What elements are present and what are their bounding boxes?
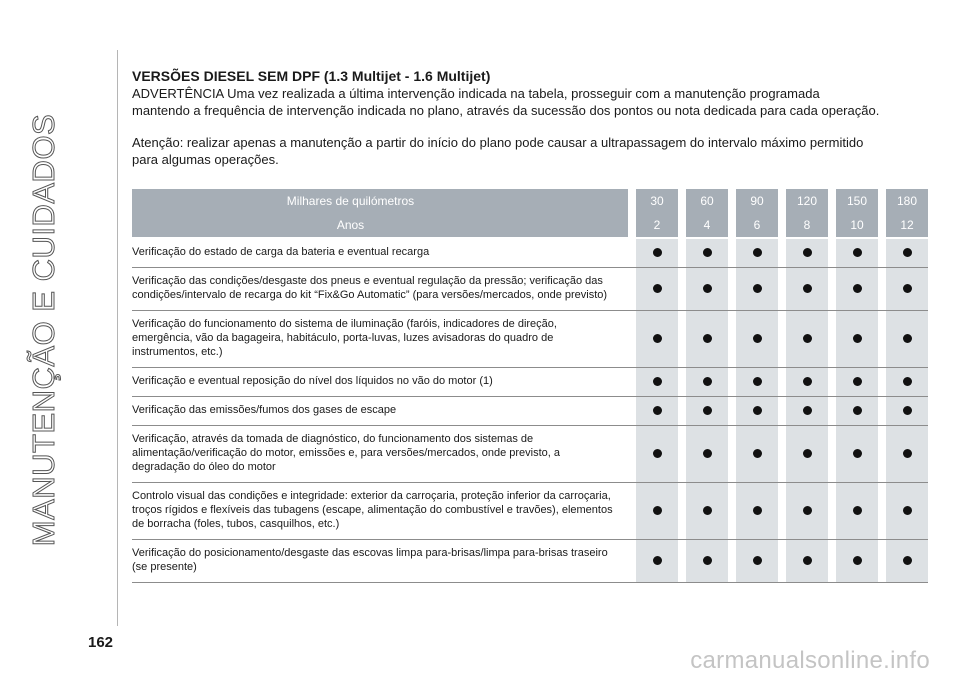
interval-cell	[636, 540, 678, 583]
interval-cell	[786, 397, 828, 426]
table-body	[132, 238, 928, 583]
bullet-icon	[903, 556, 912, 565]
interval-cell	[786, 483, 828, 540]
bullet-icon	[653, 248, 662, 257]
bullet-icon	[803, 449, 812, 458]
interval-cell	[886, 311, 928, 368]
interval-cell	[736, 483, 778, 540]
section-title: VERSÕES DIESEL SEM DPF (1.3 Multijet - 1.6 Multijet)	[132, 68, 491, 84]
table-row	[132, 368, 928, 397]
interval-cell	[686, 268, 728, 311]
header-cell-years: 4	[686, 213, 728, 238]
header-cell-miles: 120	[786, 189, 828, 213]
header-cell-miles: 150	[836, 189, 878, 213]
interval-cell	[886, 540, 928, 583]
interval-cell	[786, 238, 828, 268]
bullet-icon	[803, 556, 812, 565]
bullet-icon	[703, 248, 712, 257]
interval-cell	[686, 397, 728, 426]
bullet-icon	[753, 334, 762, 343]
interval-cell	[636, 368, 678, 397]
bullet-icon	[803, 334, 812, 343]
interval-cell	[686, 311, 728, 368]
interval-cell	[886, 426, 928, 483]
watermark: carmanualsonline.info	[690, 647, 930, 674]
bullet-icon	[653, 377, 662, 386]
interval-cell	[836, 368, 878, 397]
table-row	[132, 268, 928, 311]
bullet-icon	[753, 556, 762, 565]
interval-cell	[836, 311, 878, 368]
bullet-icon	[903, 406, 912, 415]
header-cell-miles: 180	[886, 189, 928, 213]
bullet-icon	[903, 248, 912, 257]
interval-cell	[886, 397, 928, 426]
interval-cell	[836, 483, 878, 540]
header-cell-miles: 30	[636, 189, 678, 213]
header-cell-years: 12	[886, 213, 928, 238]
operation-description: Verificação do posicionamento/desgaste das escovas limpa para-brisas/limpa para-brisas traseiro (se presente)	[132, 540, 628, 583]
interval-cell	[786, 268, 828, 311]
interval-cell	[886, 268, 928, 311]
sidebar-divider	[117, 50, 118, 626]
interval-cell	[836, 397, 878, 426]
bullet-icon	[853, 506, 862, 515]
table-row	[132, 426, 928, 483]
bullet-icon	[853, 449, 862, 458]
main-content	[132, 68, 918, 583]
interval-cell	[836, 268, 878, 311]
interval-cell	[686, 368, 728, 397]
bullet-icon	[803, 377, 812, 386]
bullet-icon	[653, 556, 662, 565]
interval-cell	[636, 311, 678, 368]
bullet-icon	[803, 284, 812, 293]
bullet-icon	[653, 406, 662, 415]
bullet-icon	[903, 284, 912, 293]
interval-cell	[786, 311, 828, 368]
bullet-icon	[903, 377, 912, 386]
bullet-icon	[753, 406, 762, 415]
operation-description: Verificação do funcionamento do sistema de iluminação (faróis, indicadores de direção, emergência, vão da bagageira, habitáculo, porta-luvas, luzes avisadoras do quadro de instrumentos, etc.)	[132, 311, 628, 368]
bullet-icon	[853, 284, 862, 293]
bullet-icon	[903, 449, 912, 458]
header-cell-years: 8	[786, 213, 828, 238]
bullet-icon	[703, 377, 712, 386]
header-cell-years: 10	[836, 213, 878, 238]
bullet-icon	[653, 334, 662, 343]
interval-cell	[736, 397, 778, 426]
interval-cell	[836, 540, 878, 583]
operation-description: Verificação das condições/desgaste dos pneus e eventual regulação da pressão; verificação das condições/intervalo de recarga do kit “Fix&Go Automatic” (para versões/mercados, onde previsto)	[132, 268, 628, 311]
table-row	[132, 540, 928, 583]
interval-cell	[686, 483, 728, 540]
interval-cell	[886, 483, 928, 540]
bullet-icon	[753, 506, 762, 515]
bullet-icon	[703, 449, 712, 458]
header-cell-miles: 60	[686, 189, 728, 213]
header-miles-label: Milhares de quilómetros	[132, 189, 628, 213]
operation-description: Verificação das emissões/fumos dos gases de escape	[132, 397, 628, 426]
table-row	[132, 483, 928, 540]
interval-cell	[886, 238, 928, 268]
bullet-icon	[753, 449, 762, 458]
maintenance-plan-table	[132, 189, 928, 583]
header-row-years	[132, 213, 928, 238]
bullet-icon	[853, 248, 862, 257]
interval-cell	[636, 238, 678, 268]
operation-description: Verificação, através da tomada de diagnóstico, do funcionamento dos sistemas de alimentação/verificação do motor, emissões e, para versões/mercados, onde previsto, a degradação do óleo do motor	[132, 426, 628, 483]
bullet-icon	[653, 506, 662, 515]
page-number: 162	[88, 634, 114, 651]
interval-cell	[686, 426, 728, 483]
operation-description: Verificação e eventual reposição do nível dos líquidos no vão do motor (1)	[132, 368, 628, 397]
bullet-icon	[803, 248, 812, 257]
interval-cell	[636, 268, 678, 311]
interval-cell	[736, 426, 778, 483]
table-row	[132, 238, 928, 268]
bullet-icon	[853, 406, 862, 415]
bullet-icon	[703, 506, 712, 515]
interval-cell	[736, 368, 778, 397]
interval-cell	[786, 426, 828, 483]
header-years-label: Anos	[132, 213, 628, 238]
bullet-icon	[853, 556, 862, 565]
header-cell-years: 2	[636, 213, 678, 238]
bullet-icon	[703, 556, 712, 565]
bullet-icon	[753, 284, 762, 293]
interval-cell	[636, 483, 678, 540]
interval-cell	[836, 238, 878, 268]
interval-cell	[636, 426, 678, 483]
operation-description: Controlo visual das condições e integridade: exterior da carroçaria, proteção inferior da carroçaria, troços rígidos e flexíveis das tubagens (escape, alimentação do combustível e travões), elementos de borracha (foles, tubos, casquilhos, etc.)	[132, 483, 628, 540]
bullet-icon	[853, 377, 862, 386]
warning-paragraph: ADVERTÊNCIA Uma vez realizada a última intervenção indicada na tabela, prosseguir com a manutenção programada mantendo a frequência de intervenção indicada no plano, através da sucessão dos pontos ou nota dedicada para cada operação.	[132, 86, 880, 118]
bullet-icon	[703, 406, 712, 415]
operation-description: Verificação do estado de carga da bateria e eventual recarga	[132, 238, 628, 268]
interval-cell	[786, 368, 828, 397]
attention-paragraph: Atenção: realizar apenas a manutenção a partir do início do plano pode causar a ultrapassagem do intervalo máximo permitido para algumas operações.	[132, 135, 864, 167]
bullet-icon	[903, 506, 912, 515]
header-cell-years: 6	[736, 213, 778, 238]
interval-cell	[686, 540, 728, 583]
interval-cell	[836, 426, 878, 483]
bullet-icon	[803, 406, 812, 415]
bullet-icon	[653, 284, 662, 293]
interval-cell	[786, 540, 828, 583]
bullet-icon	[653, 449, 662, 458]
bullet-icon	[903, 334, 912, 343]
bullet-icon	[703, 334, 712, 343]
interval-cell	[736, 268, 778, 311]
header-cell-miles: 90	[736, 189, 778, 213]
interval-cell	[686, 238, 728, 268]
chapter-title-vertical: MANUTENÇÃO E CUIDADOS	[26, 113, 61, 547]
interval-cell	[886, 368, 928, 397]
bullet-icon	[803, 506, 812, 515]
table-row	[132, 397, 928, 426]
bullet-icon	[703, 284, 712, 293]
interval-cell	[736, 540, 778, 583]
interval-cell	[636, 397, 678, 426]
table-row	[132, 311, 928, 368]
bullet-icon	[853, 334, 862, 343]
bullet-icon	[753, 377, 762, 386]
bullet-icon	[753, 248, 762, 257]
interval-cell	[736, 311, 778, 368]
interval-cell	[736, 238, 778, 268]
header-row-miles	[132, 189, 928, 213]
